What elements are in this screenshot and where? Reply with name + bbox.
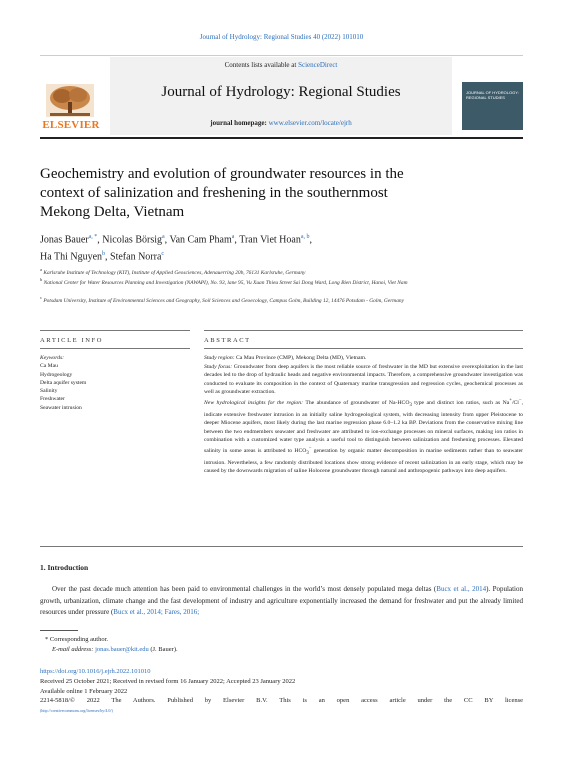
author-name[interactable]: Ha Thi Nguyen <box>40 251 103 263</box>
journal-title: Journal of Hydrology: Regional Studies <box>161 84 401 100</box>
footnote-rule <box>40 630 78 631</box>
affiliation-c: $^c$ Potsdam University, Institute of Environmental Sciences and Geography, Soil Sciences and Geoecology, Campus Golm, Building 12, 14476 Potsdam - Golm, Germany <box>40 295 404 304</box>
keywords-label: Keywords: <box>40 355 65 361</box>
author-name[interactable]: Jonas Bauer <box>40 234 89 246</box>
keywords-block <box>40 354 190 412</box>
keyword-item: Ca Mau <box>40 363 58 370</box>
header-bottom-rule <box>40 137 523 139</box>
article-info-heading: ARTICLE INFO <box>40 337 104 344</box>
author-affil-sup[interactable]: a <box>231 234 235 240</box>
article-info-rule <box>40 348 190 349</box>
citation-link[interactable]: Bucx et al., 2014 <box>436 585 487 593</box>
abstract-study-focus: Study focus: Groundwater from deep aquifers is the most reliable source of freshwater in the MD but extensive overexploitation in the last decades led to the drop of hydraulic heads and negative environmental impacts. Therefore, a comprehensive groundwater investigation was conducted to evaluate its composition in the context of Quaternary marine transgression and regression cycles, geochemical processes as well as groundwater extraction. <box>204 363 523 396</box>
author-affil-sup[interactable]: c <box>161 251 165 258</box>
contents-prefix: Contents lists available at <box>224 61 299 69</box>
keyword-item: Seawater intrusion <box>40 404 82 411</box>
contents-line <box>110 61 452 69</box>
author-affil-sup[interactable]: a, * <box>88 234 98 240</box>
author-affil-sup[interactable]: a, b <box>300 234 310 240</box>
author-affil-sup[interactable]: b <box>102 251 106 258</box>
homepage-link[interactable]: www.elsevier.com/locate/ejrh <box>268 119 352 127</box>
author-name[interactable]: Nicolas Börsig <box>102 234 162 246</box>
keyword-item: Freshwater <box>40 396 65 403</box>
sciencedirect-link[interactable]: ScienceDirect <box>298 61 338 69</box>
homepage-prefix: journal homepage: <box>210 119 269 127</box>
abstract-body <box>204 354 523 476</box>
keyword-item: Delta aquifer system <box>40 379 87 386</box>
article-title: Geochemistry and evolution of groundwater resources in the context of salinization and freshening in the southernmost Mekong Delta, Vietnam <box>40 166 404 220</box>
article-info-top-rule <box>40 330 190 331</box>
email-link[interactable]: jonas.bauer@kit.edu <box>95 646 149 653</box>
abstract-rule <box>204 348 523 349</box>
author-name[interactable]: Van Cam Pham <box>169 234 232 246</box>
abstract-bottom-rule <box>40 546 523 547</box>
keyword-item: Salinity <box>40 388 58 395</box>
affiliation-a: $^a$ Karlsruhe Institute of Technology (KIT), Institute of Applied Geosciences, Adenauerring 20b, 76131 Karlsruhe, Germany <box>40 267 306 276</box>
abstract-study-region: Study region: Ca Mau Province (CMP), Mekong Delta (MD), Vietnam. <box>204 355 367 361</box>
email-footnote: E-mail address: jonas.bauer@kit.edu (J. Bauer). <box>52 646 178 653</box>
journal-cover-text: JOURNAL OF HYDROLOGY: REGIONAL STUDIES <box>466 90 519 100</box>
author-affil-sup[interactable]: a <box>162 234 165 240</box>
introduction-heading: 1. Introduction <box>40 563 89 572</box>
keyword-item: Hydrogeology <box>40 371 73 378</box>
corresponding-author-note: * Corresponding author. <box>45 636 109 643</box>
citation-link[interactable]: Bucx et al., 2014; Fares, 2016; <box>113 608 200 616</box>
header-top-rule <box>40 55 523 56</box>
author-name[interactable]: Tran Viet Hoan <box>239 234 301 246</box>
doi-link[interactable]: https://doi.org/10.1016/j.ejrh.2022.101010 <box>40 668 151 675</box>
license-url[interactable]: (http://creativecommons.org/licenses/by/4.0/) <box>40 708 113 714</box>
homepage-line <box>110 119 452 127</box>
license-statement: 2214-5818/© 2022 The Authors. Published by Elsevier B.V. This is an open access article under the CC BY license <box>40 697 523 705</box>
abstract-top-rule <box>204 330 523 331</box>
introduction-paragraph: Over the past decade much attention has been paid to environmental challenges in the world’s most densely populated mega deltas (Bucx et al., 2014). Population growth, urbanization, climate change and the fast development of industry and agriculture exponentially increased the demand for freshwater and put the already limited resources under pressure (Bucx et al., 2014; Fares, 2016; <box>40 585 523 616</box>
publication-info <box>40 667 523 716</box>
abstract-insights: New hydrological insights for the region: The abundance of groundwater of $Na-HCO_3$ type and distinct ion ratios, such as Na+/Cl−, indicate extensive freshwater intrusion in an initially saline hydrogeological system, with decreasing intensity from upper Pleistocene to deeper Miocene aquifers, most likely during the last marine regression phase 6.0–1.2 ka BP. Deviations from the conservative mixing line between the two endmembers seawater and freshwater are attributed to ion-exchange processes on mineral surfaces, making ion ratios in combination with a customized water type analysis a useful tool to distinguish between salinization and freshening processes. Elevated salinity in some areas is attributed to $HCO_3^-$ generation by organic matter decomposition in marine sediments rather than to seawater intrusion. Nevertheless, a few randomly distributed locations show strong evidence of recent salinization in an early stage, which may be caused by the downwards migration of saline Holocene groundwater through natural and anthropogenic pathways into deep aquifers. <box>204 397 524 475</box>
available-online: Available online 1 February 2022 <box>40 687 128 695</box>
author-list: Jonas Bauer$^{a, *}$, Nicolas Börsig$^a$, Van Cam Pham$^a$, Tran Viet Hoan$^{a, b}$, Ha Thi Nguyen$^b$, Stefan Norra$^c$ <box>40 234 313 263</box>
received-dates: Received 25 October 2021; Received in revised form 16 January 2022; Accepted 23 January 2022 <box>40 677 296 685</box>
publisher-name: ELSEVIER <box>42 119 100 131</box>
author-name[interactable]: Stefan Norra <box>110 251 162 263</box>
running-head[interactable]: Journal of Hydrology: Regional Studies 40 (2022) 101010 <box>199 33 364 41</box>
affiliation-b: $^b$ National Center for Water Resources Planning and Investigation (NAWAPI), No. 93, lane 95, Vu Xuan Thieu Street Sai Dong Ward, Long Bien District, Hanoi, Viet Nam <box>40 277 408 286</box>
abstract-heading: ABSTRACT <box>204 337 251 344</box>
